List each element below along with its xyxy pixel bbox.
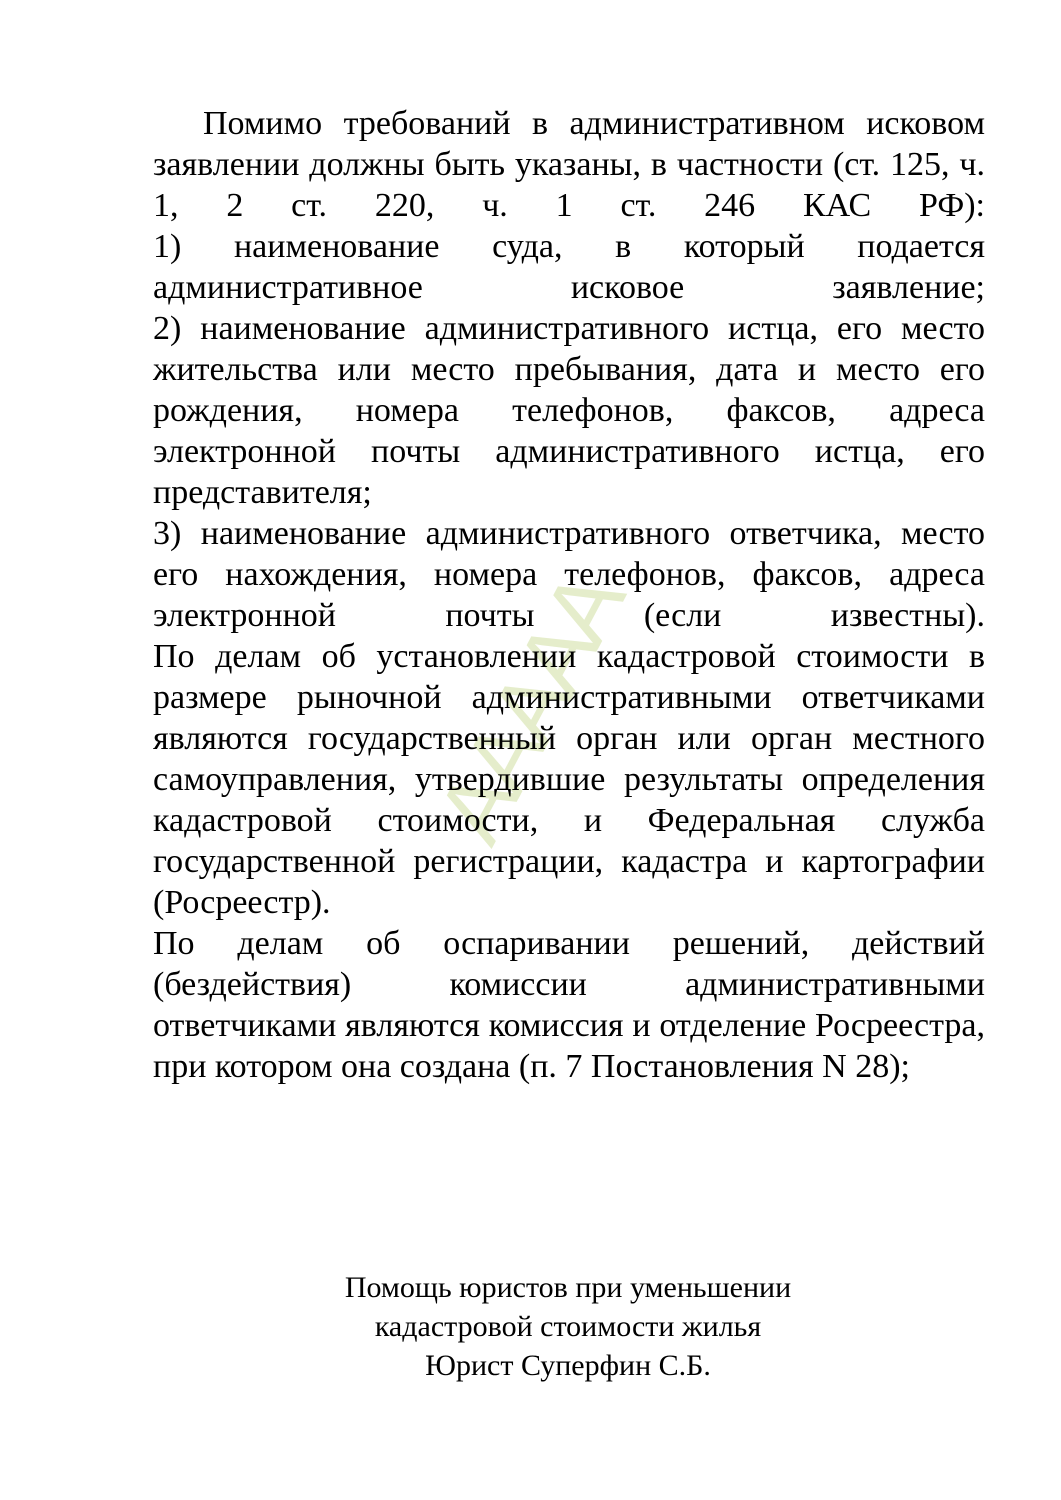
paragraph-intro: Помимо требований в административном исковом заявлении должны быть указаны, в частности (ст. 125, ч. 1, 2 ст. 220, ч. 1 ст. 246 КАС РФ): <box>153 105 985 224</box>
document-body <box>153 103 985 1087</box>
paragraph-commission: По делам об оспаривании решений, действий (бездействия) комиссии административными ответчиками являются комиссия и отделение Росреестра, при котором она создана (п. 7 Постановления N 28); <box>153 925 985 1085</box>
paragraph-item-1: 1) наименование суда, в который подается административное исковое заявление; <box>153 228 985 306</box>
paragraph-item-2: 2) наименование административного истца, его место жительства или место пребывания, дата и место его рождения, номера телефонов, факсов, адреса электронной почты административного истца, его представителя; <box>153 310 985 511</box>
watermark: AAAAA <box>416 558 643 859</box>
footer-line-2: кадастровой стоимости жилья <box>374 1310 762 1343</box>
footer-signature <box>230 1268 906 1385</box>
paragraph-item-3: 3) наименование административного ответчика, место его нахождения, номера телефонов, факсов, адреса электронной почты (если известны). <box>153 515 985 634</box>
footer-author: Юрист Суперфин С.Б. <box>425 1349 711 1382</box>
paragraph-cadastral-value: По делам об установлении кадастровой стоимости в размере рыночной административными ответчиками являются государственный орган или орган местного самоуправления, утвердившие результаты определения кадастровой стоимости, и Федеральная служба государственной регистрации, кадастра и картографии (Росреестр). <box>153 638 985 921</box>
footer-line-1: Помощь юристов при уменьшении <box>344 1271 792 1304</box>
